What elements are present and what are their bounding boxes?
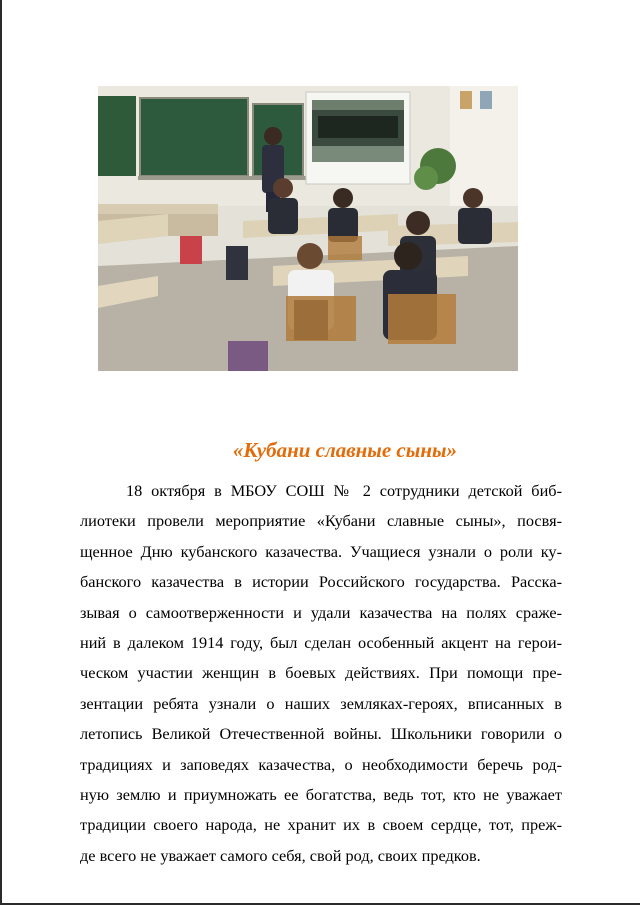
article-body bbox=[80, 476, 562, 871]
article-line: банского казачества в истории Российского государства. Расска- bbox=[80, 572, 562, 592]
article-line: ную землю и приумножать ее богатства, ведь тот, кто не уважает bbox=[80, 785, 562, 805]
article-line: 18 октября в МБОУ СОШ № 2 сотрудники детской биб- bbox=[126, 481, 562, 500]
article-line: традициях и заповедях казачества, о необходимости беречь род- bbox=[80, 754, 562, 774]
article-title: «Кубани славные сыны» bbox=[232, 438, 458, 462]
classroom-photo bbox=[98, 86, 518, 371]
article-line: зывая о самоотверженности и удали казачества на полях сраже- bbox=[80, 602, 562, 622]
article-line: традиции своего народа, не хранит их в своем сердце, тот, преж- bbox=[80, 815, 562, 835]
article-line: ческом участии женщин в боевых действиях. При помощи пре- bbox=[80, 663, 562, 683]
article-line: де всего не уважает самого себя, свой род, своих предков. bbox=[80, 845, 481, 865]
article-line: летопись Великой Отечественной войны. Школьники говорили о bbox=[80, 724, 562, 744]
article-line: лиотеки провели мероприятие «Кубани славные сыны», посвя- bbox=[80, 511, 562, 531]
article-line: ний в далеком 1914 году, был сделан особенный акцент на герои- bbox=[80, 633, 562, 653]
article-line: зентации ребята узнали о наших земляках-героях, вписанных в bbox=[80, 693, 562, 713]
article-line: щенное Дню кубанского казачества. Учащиеся узнали о роли ку- bbox=[80, 541, 562, 561]
